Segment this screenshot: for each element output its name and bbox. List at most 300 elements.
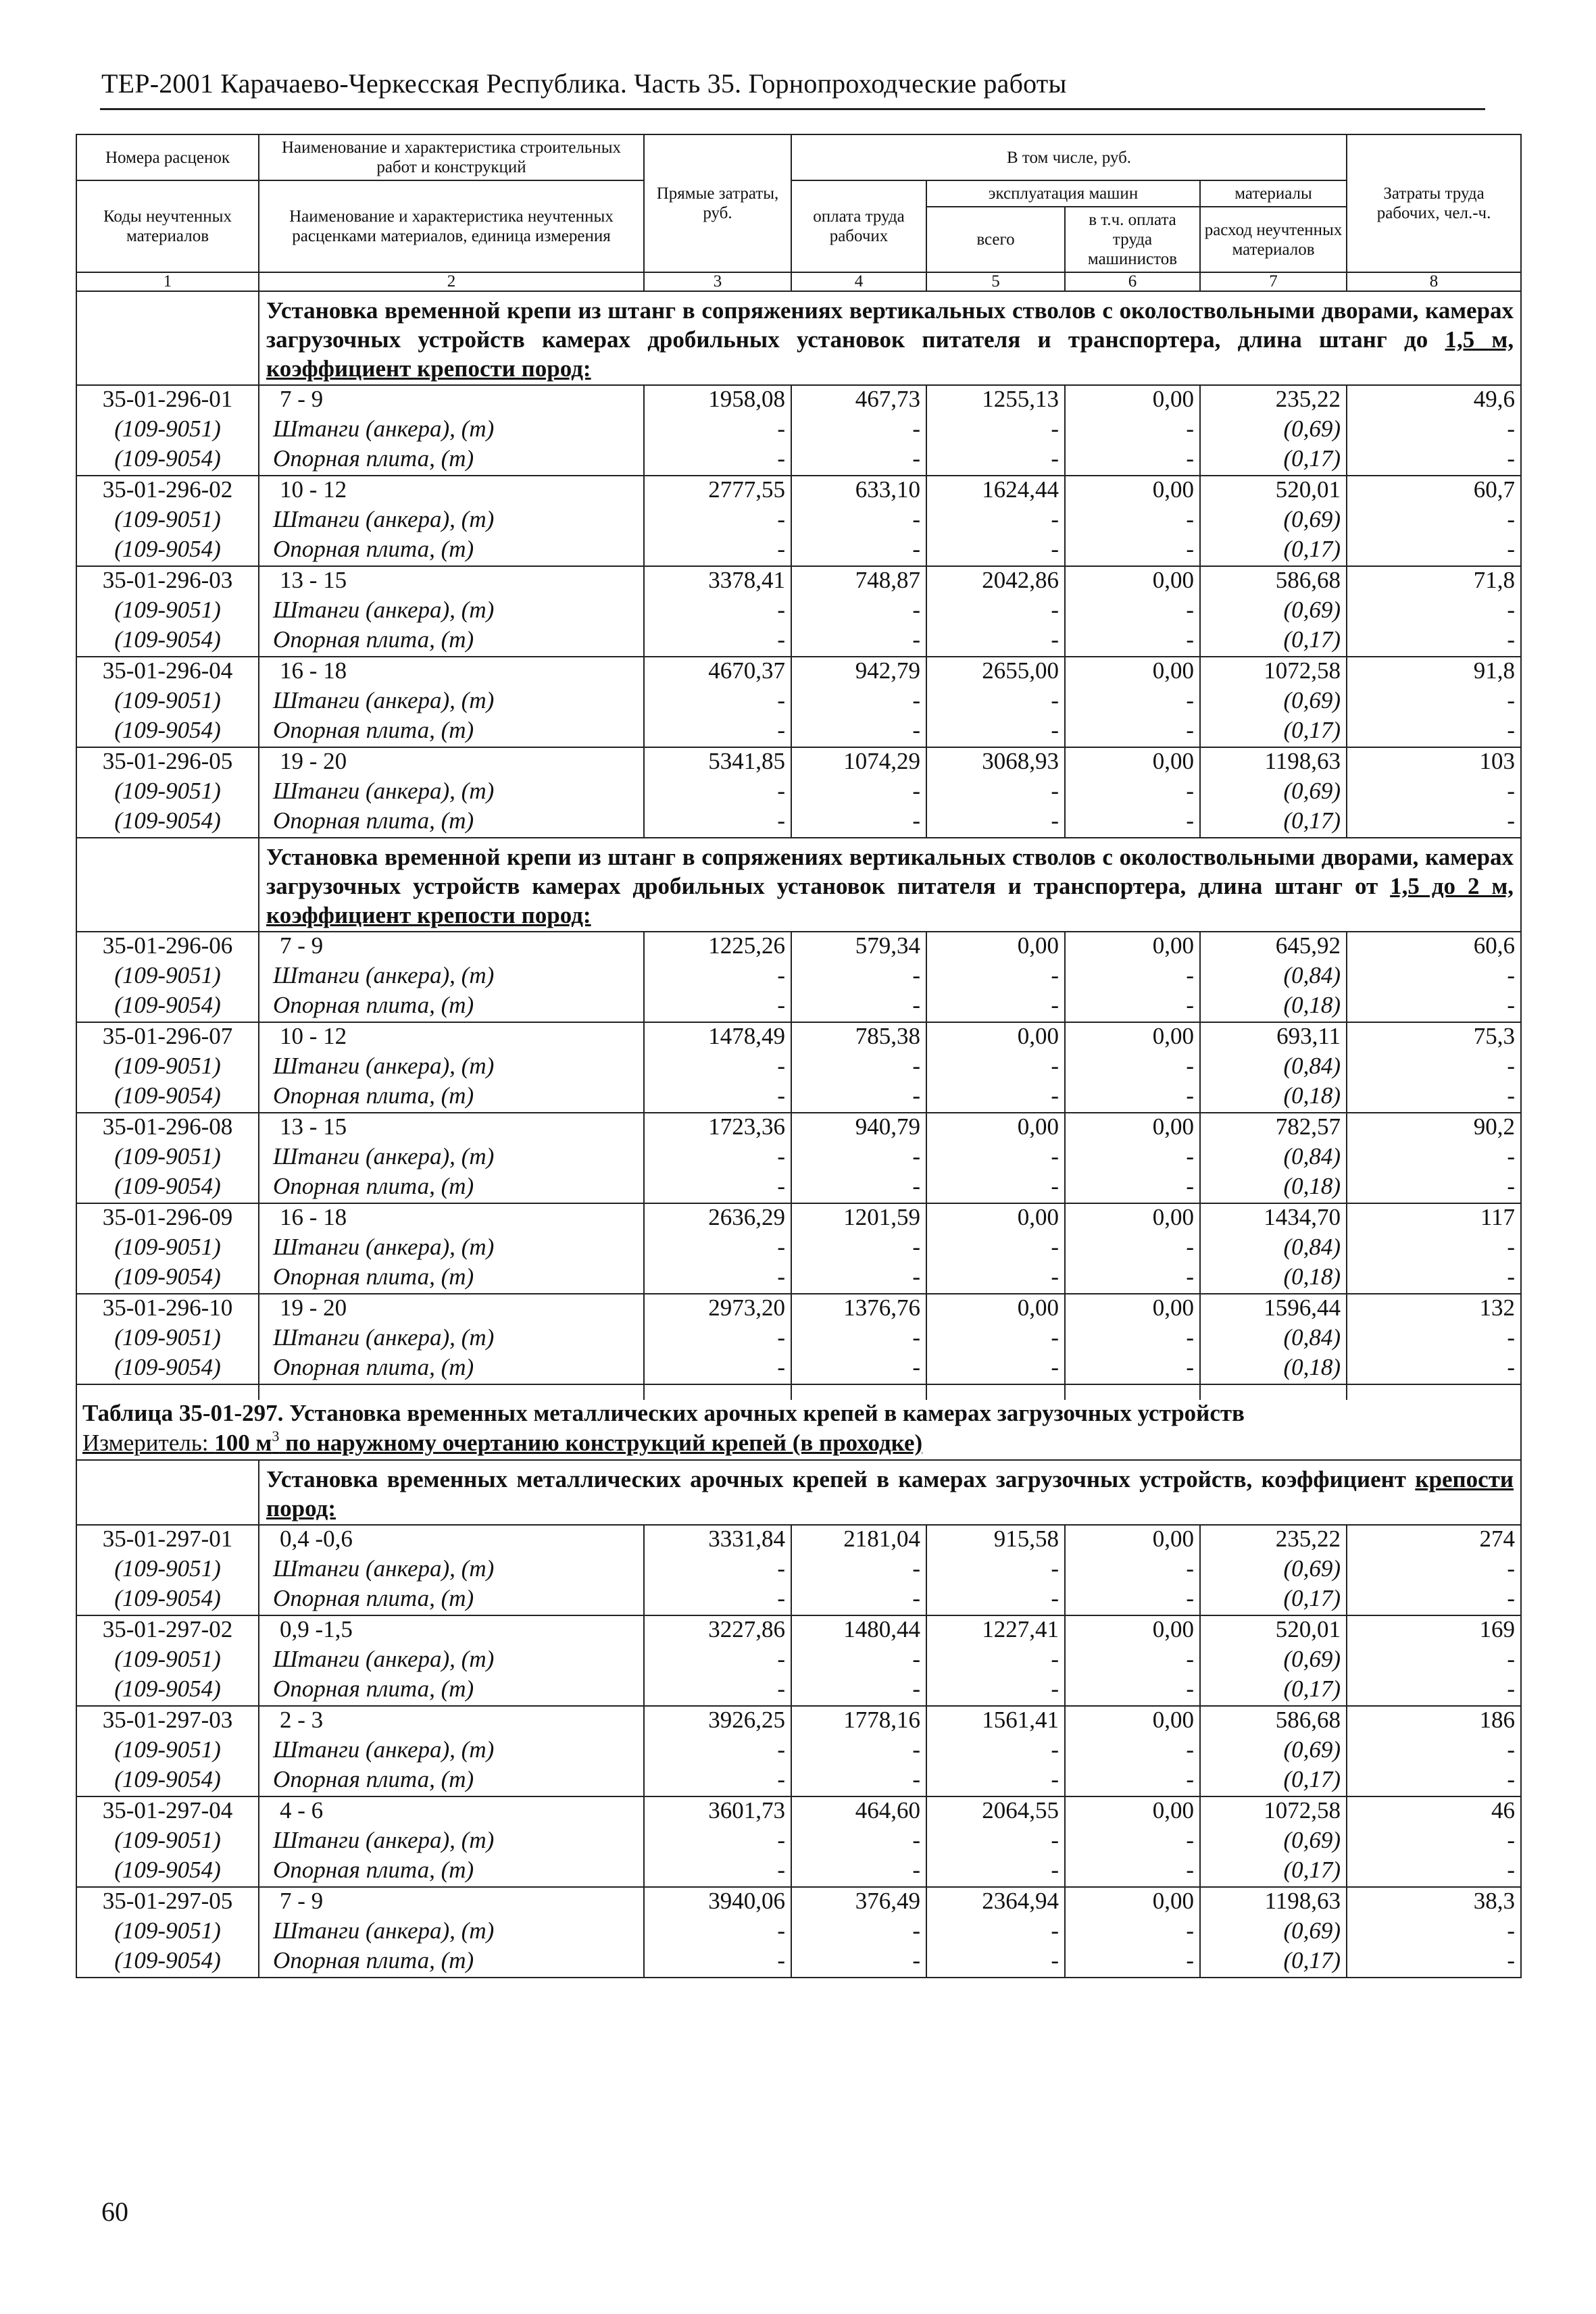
rate-code: 35-01-296-04 xyxy=(76,657,259,687)
materials-cost: 1596,44 xyxy=(1200,1294,1347,1324)
dash-cell: - xyxy=(1065,1676,1200,1706)
material-qty: (0,84) xyxy=(1200,1143,1347,1173)
section-heading-spacer xyxy=(76,1460,259,1525)
dash-cell: - xyxy=(1065,416,1200,445)
machinist-pay: 0,00 xyxy=(1065,932,1200,962)
labor-hours: 117 xyxy=(1347,1203,1521,1234)
labor-hours: 75,3 xyxy=(1347,1022,1521,1053)
machine-total: 0,00 xyxy=(926,1203,1065,1234)
section-heading-underlined: 1,5 до 2 м, коэффициент крепости пород: xyxy=(266,873,1514,928)
rate-name: 13 - 15 xyxy=(259,1113,644,1143)
materials-cost: 1072,58 xyxy=(1200,657,1347,687)
table2-title: Таблица 35-01-297. Установка временных металлических арочных крепей в камерах загрузочных устройств xyxy=(76,1400,1521,1430)
material-qty: (0,69) xyxy=(1200,1827,1347,1857)
dash-cell: - xyxy=(926,687,1065,717)
dash-cell: - xyxy=(791,1676,926,1706)
rate-name: 10 - 12 xyxy=(259,476,644,506)
section-heading-underlined: 1,5 м, коэффициент крепости пород: xyxy=(266,326,1514,382)
table-row xyxy=(76,1796,1521,1827)
labor-hours: 71,8 xyxy=(1347,566,1521,597)
dash-cell: - xyxy=(644,1857,791,1887)
material-row xyxy=(76,1143,1521,1173)
machinist-pay: 0,00 xyxy=(1065,1615,1200,1646)
dash-cell: - xyxy=(1347,445,1521,476)
material-name: Штанги (анкера), (т) xyxy=(259,1234,644,1263)
material-row xyxy=(76,992,1521,1022)
material-qty: (0,69) xyxy=(1200,1736,1347,1766)
direct-costs: 2973,20 xyxy=(644,1294,791,1324)
rate-name: 10 - 12 xyxy=(259,1022,644,1053)
labor-pay: 1201,59 xyxy=(791,1203,926,1234)
material-qty: (0,84) xyxy=(1200,1234,1347,1263)
machine-total: 2042,86 xyxy=(926,566,1065,597)
material-qty: (0,18) xyxy=(1200,1263,1347,1294)
dash-cell: - xyxy=(1065,597,1200,626)
material-qty: (0,18) xyxy=(1200,992,1347,1022)
dash-cell: - xyxy=(1347,778,1521,807)
material-row xyxy=(76,1263,1521,1294)
material-row xyxy=(76,536,1521,566)
column-number: 4 xyxy=(791,272,926,291)
material-name: Штанги (анкера), (т) xyxy=(259,1324,644,1354)
material-code: (109-9054) xyxy=(76,992,259,1022)
material-code: (109-9054) xyxy=(76,1857,259,1887)
dash-cell: - xyxy=(791,626,926,657)
machine-total: 1561,41 xyxy=(926,1706,1065,1736)
material-code: (109-9051) xyxy=(76,1646,259,1676)
dash-cell: - xyxy=(644,1917,791,1947)
dash-cell: - xyxy=(926,778,1065,807)
header-machinist-pay: в т.ч. оплата труда машинистов xyxy=(1065,207,1200,272)
dash-cell: - xyxy=(791,1143,926,1173)
rate-name: 16 - 18 xyxy=(259,1203,644,1234)
dash-cell: - xyxy=(1347,1555,1521,1585)
rate-name: 4 - 6 xyxy=(259,1796,644,1827)
material-name: Штанги (анкера), (т) xyxy=(259,1143,644,1173)
material-code: (109-9054) xyxy=(76,1766,259,1796)
dash-cell: - xyxy=(1065,1646,1200,1676)
material-code: (109-9054) xyxy=(76,807,259,838)
material-row xyxy=(76,1555,1521,1585)
dash-cell: - xyxy=(1347,1585,1521,1615)
dash-cell: - xyxy=(644,1053,791,1082)
labor-hours: 60,6 xyxy=(1347,932,1521,962)
dash-cell: - xyxy=(1347,626,1521,657)
material-row xyxy=(76,1354,1521,1384)
rate-code: 35-01-297-04 xyxy=(76,1796,259,1827)
direct-costs: 2777,55 xyxy=(644,476,791,506)
material-row xyxy=(76,1324,1521,1354)
dash-cell: - xyxy=(1347,1263,1521,1294)
material-row xyxy=(76,717,1521,747)
running-title: ТЕР-2001 Карачаево-Черкесская Республика. Часть 35. Горнопроходческие работы xyxy=(101,68,1067,99)
material-name: Штанги (анкера), (т) xyxy=(259,687,644,717)
labor-hours: 38,3 xyxy=(1347,1887,1521,1917)
dash-cell: - xyxy=(1347,1947,1521,1978)
dash-cell: - xyxy=(1347,1143,1521,1173)
material-name: Опорная плита, (т) xyxy=(259,1766,644,1796)
table-row xyxy=(76,385,1521,416)
table-row xyxy=(76,657,1521,687)
spacer-cell xyxy=(259,1384,644,1400)
machine-total: 2655,00 xyxy=(926,657,1065,687)
machine-total: 1624,44 xyxy=(926,476,1065,506)
dash-cell: - xyxy=(791,1646,926,1676)
dash-cell: - xyxy=(1065,1947,1200,1978)
material-code: (109-9051) xyxy=(76,597,259,626)
dash-cell: - xyxy=(1347,962,1521,992)
dash-cell: - xyxy=(644,626,791,657)
dash-cell: - xyxy=(644,778,791,807)
machinist-pay: 0,00 xyxy=(1065,1022,1200,1053)
material-name: Опорная плита, (т) xyxy=(259,1173,644,1203)
labor-pay: 579,34 xyxy=(791,932,926,962)
rate-code: 35-01-296-06 xyxy=(76,932,259,962)
dash-cell: - xyxy=(791,506,926,536)
material-name: Штанги (анкера), (т) xyxy=(259,597,644,626)
material-code: (109-9051) xyxy=(76,506,259,536)
materials-cost: 235,22 xyxy=(1200,385,1347,416)
machinist-pay: 0,00 xyxy=(1065,1113,1200,1143)
header-materials: материалы xyxy=(1200,180,1347,207)
material-row xyxy=(76,1857,1521,1887)
dash-cell: - xyxy=(926,1143,1065,1173)
dash-cell: - xyxy=(644,1736,791,1766)
header-labor-pay: оплата труда рабочих xyxy=(791,180,926,272)
materials-cost: 1072,58 xyxy=(1200,1796,1347,1827)
dash-cell: - xyxy=(791,1354,926,1384)
dash-cell: - xyxy=(791,1263,926,1294)
dash-cell: - xyxy=(791,1173,926,1203)
rate-name: 7 - 9 xyxy=(259,385,644,416)
table-row xyxy=(76,1294,1521,1324)
material-name: Опорная плита, (т) xyxy=(259,1354,644,1384)
machine-total: 2364,94 xyxy=(926,1887,1065,1917)
material-row xyxy=(76,1646,1521,1676)
dash-cell: - xyxy=(644,1676,791,1706)
dash-cell: - xyxy=(1347,1646,1521,1676)
spacer-cell xyxy=(76,1384,259,1400)
measure-label: Измеритель: xyxy=(82,1430,209,1456)
labor-hours: 46 xyxy=(1347,1796,1521,1827)
dash-cell: - xyxy=(1347,1736,1521,1766)
rate-name: 13 - 15 xyxy=(259,566,644,597)
dash-cell: - xyxy=(926,597,1065,626)
dash-cell: - xyxy=(644,717,791,747)
material-qty: (0,17) xyxy=(1200,807,1347,838)
material-code: (109-9051) xyxy=(76,1736,259,1766)
table-row xyxy=(76,747,1521,778)
rate-code: 35-01-296-01 xyxy=(76,385,259,416)
dash-cell: - xyxy=(791,778,926,807)
title-rule xyxy=(100,108,1485,110)
material-code: (109-9054) xyxy=(76,717,259,747)
dash-cell: - xyxy=(791,1857,926,1887)
dash-cell: - xyxy=(644,1324,791,1354)
direct-costs: 5341,85 xyxy=(644,747,791,778)
table-row xyxy=(76,566,1521,597)
material-qty: (0,17) xyxy=(1200,1857,1347,1887)
machine-total: 0,00 xyxy=(926,1022,1065,1053)
dash-cell: - xyxy=(791,1324,926,1354)
material-row xyxy=(76,1676,1521,1706)
dash-cell: - xyxy=(644,1827,791,1857)
table-row xyxy=(76,1706,1521,1736)
rate-code: 35-01-296-07 xyxy=(76,1022,259,1053)
materials-cost: 235,22 xyxy=(1200,1525,1347,1555)
labor-pay: 2181,04 xyxy=(791,1525,926,1555)
direct-costs: 1478,49 xyxy=(644,1022,791,1053)
material-qty: (0,69) xyxy=(1200,506,1347,536)
machinist-pay: 0,00 xyxy=(1065,1203,1200,1234)
rate-code: 35-01-296-02 xyxy=(76,476,259,506)
material-name: Штанги (анкера), (т) xyxy=(259,1646,644,1676)
dash-cell: - xyxy=(926,1234,1065,1263)
material-name: Штанги (анкера), (т) xyxy=(259,1555,644,1585)
machine-total: 0,00 xyxy=(926,932,1065,962)
section-heading xyxy=(259,1460,1521,1525)
dash-cell: - xyxy=(1065,778,1200,807)
dash-cell: - xyxy=(791,536,926,566)
table-row xyxy=(76,476,1521,506)
labor-pay: 1074,29 xyxy=(791,747,926,778)
column-number: 7 xyxy=(1200,272,1347,291)
labor-hours: 103 xyxy=(1347,747,1521,778)
material-name: Штанги (анкера), (т) xyxy=(259,1053,644,1082)
material-qty: (0,17) xyxy=(1200,536,1347,566)
dash-cell: - xyxy=(644,1354,791,1384)
dash-cell: - xyxy=(1065,717,1200,747)
direct-costs: 3378,41 xyxy=(644,566,791,597)
header-material-codes: Коды неучтенных материалов xyxy=(76,180,259,272)
dash-cell: - xyxy=(1347,1354,1521,1384)
material-name: Опорная плита, (т) xyxy=(259,1676,644,1706)
dash-cell: - xyxy=(791,1082,926,1113)
dash-cell: - xyxy=(791,962,926,992)
measure-value: 100 м xyxy=(214,1430,272,1456)
dash-cell: - xyxy=(644,1263,791,1294)
material-qty: (0,69) xyxy=(1200,1555,1347,1585)
material-row xyxy=(76,1827,1521,1857)
material-code: (109-9051) xyxy=(76,416,259,445)
spacer-cell xyxy=(791,1384,926,1400)
dash-cell: - xyxy=(1347,506,1521,536)
dash-cell: - xyxy=(644,1646,791,1676)
material-row xyxy=(76,1234,1521,1263)
material-qty: (0,18) xyxy=(1200,1354,1347,1384)
header-unaccounted-materials: расход неучтенных материалов xyxy=(1200,207,1347,272)
dash-cell: - xyxy=(791,807,926,838)
rate-code: 35-01-296-10 xyxy=(76,1294,259,1324)
dash-cell: - xyxy=(926,1324,1065,1354)
dash-cell: - xyxy=(791,992,926,1022)
measure-rest: по наружному очертанию конструкций крепей (в проходке) xyxy=(285,1430,923,1456)
column-number: 1 xyxy=(76,272,259,291)
material-row xyxy=(76,1585,1521,1615)
dash-cell: - xyxy=(1347,1676,1521,1706)
material-row xyxy=(76,1173,1521,1203)
dash-cell: - xyxy=(1347,687,1521,717)
material-qty: (0,18) xyxy=(1200,1082,1347,1113)
header-labor-costs: Затраты труда рабочих, чел.-ч. xyxy=(1347,134,1521,272)
dash-cell: - xyxy=(1065,1263,1200,1294)
material-code: (109-9054) xyxy=(76,1173,259,1203)
material-code: (109-9054) xyxy=(76,1947,259,1978)
dash-cell: - xyxy=(791,1947,926,1978)
rates-table xyxy=(76,134,1522,1978)
direct-costs: 1958,08 xyxy=(644,385,791,416)
dash-cell: - xyxy=(1347,597,1521,626)
dash-cell: - xyxy=(1347,1827,1521,1857)
measure-row xyxy=(76,1430,1521,1460)
table-header xyxy=(76,134,1521,291)
dash-cell: - xyxy=(644,1585,791,1615)
materials-cost: 1198,63 xyxy=(1200,1887,1347,1917)
dash-cell: - xyxy=(1065,1143,1200,1173)
dash-cell: - xyxy=(1065,1766,1200,1796)
dash-cell: - xyxy=(791,1917,926,1947)
dash-cell: - xyxy=(926,1173,1065,1203)
materials-cost: 782,57 xyxy=(1200,1113,1347,1143)
materials-cost: 520,01 xyxy=(1200,476,1347,506)
machine-total: 915,58 xyxy=(926,1525,1065,1555)
material-code: (109-9054) xyxy=(76,1585,259,1615)
material-qty: (0,18) xyxy=(1200,1173,1347,1203)
material-name: Опорная плита, (т) xyxy=(259,445,644,476)
labor-pay: 1778,16 xyxy=(791,1706,926,1736)
rate-name: 0,4 -0,6 xyxy=(259,1525,644,1555)
material-qty: (0,69) xyxy=(1200,416,1347,445)
rate-name: 7 - 9 xyxy=(259,932,644,962)
material-code: (109-9051) xyxy=(76,1053,259,1082)
direct-costs: 1723,36 xyxy=(644,1113,791,1143)
dash-cell: - xyxy=(1065,1585,1200,1615)
materials-cost: 693,11 xyxy=(1200,1022,1347,1053)
material-qty: (0,69) xyxy=(1200,778,1347,807)
column-number: 3 xyxy=(644,272,791,291)
material-qty: (0,84) xyxy=(1200,1324,1347,1354)
material-row xyxy=(76,626,1521,657)
machinist-pay: 0,00 xyxy=(1065,1294,1200,1324)
table-row xyxy=(76,1887,1521,1917)
dash-cell: - xyxy=(1347,1766,1521,1796)
section-heading xyxy=(259,838,1521,932)
spacer-cell xyxy=(644,1384,791,1400)
dash-cell: - xyxy=(791,416,926,445)
direct-costs: 3227,86 xyxy=(644,1615,791,1646)
material-row xyxy=(76,597,1521,626)
column-number: 8 xyxy=(1347,272,1521,291)
dash-cell: - xyxy=(926,992,1065,1022)
labor-pay: 748,87 xyxy=(791,566,926,597)
material-row xyxy=(76,1766,1521,1796)
material-name: Штанги (анкера), (т) xyxy=(259,1736,644,1766)
labor-pay: 376,49 xyxy=(791,1887,926,1917)
dash-cell: - xyxy=(1065,1324,1200,1354)
dash-cell: - xyxy=(1347,1857,1521,1887)
materials-cost: 586,68 xyxy=(1200,566,1347,597)
direct-costs: 1225,26 xyxy=(644,932,791,962)
machine-total: 3068,93 xyxy=(926,747,1065,778)
header-machine-operation: эксплуатация машин xyxy=(926,180,1200,207)
material-row xyxy=(76,416,1521,445)
dash-cell: - xyxy=(1065,1917,1200,1947)
material-row xyxy=(76,1082,1521,1113)
dash-cell: - xyxy=(926,1947,1065,1978)
material-name: Опорная плита, (т) xyxy=(259,717,644,747)
dash-cell: - xyxy=(1065,1857,1200,1887)
dash-cell: - xyxy=(1347,992,1521,1022)
labor-pay: 785,38 xyxy=(791,1022,926,1053)
material-qty: (0,69) xyxy=(1200,687,1347,717)
material-name: Опорная плита, (т) xyxy=(259,992,644,1022)
section-heading-row xyxy=(76,838,1521,932)
dash-cell: - xyxy=(791,1766,926,1796)
dash-cell: - xyxy=(926,1827,1065,1857)
dash-cell: - xyxy=(926,1555,1065,1585)
dash-cell: - xyxy=(926,1766,1065,1796)
dash-cell: - xyxy=(1347,1082,1521,1113)
material-row xyxy=(76,506,1521,536)
machine-total: 1227,41 xyxy=(926,1615,1065,1646)
spacer-cell xyxy=(1200,1384,1347,1400)
material-name: Штанги (анкера), (т) xyxy=(259,1827,644,1857)
dash-cell: - xyxy=(1065,992,1200,1022)
section-heading-text: Установка временных металлических арочных крепей в камерах загрузочных устройств, коэффициент xyxy=(266,1466,1406,1492)
material-qty: (0,69) xyxy=(1200,1646,1347,1676)
materials-cost: 520,01 xyxy=(1200,1615,1347,1646)
rate-code: 35-01-296-08 xyxy=(76,1113,259,1143)
dash-cell: - xyxy=(1347,807,1521,838)
dash-cell: - xyxy=(926,416,1065,445)
machine-total: 1255,13 xyxy=(926,385,1065,416)
dash-cell: - xyxy=(791,597,926,626)
material-code: (109-9054) xyxy=(76,536,259,566)
dash-cell: - xyxy=(791,1234,926,1263)
materials-cost: 586,68 xyxy=(1200,1706,1347,1736)
rate-name: 0,9 -1,5 xyxy=(259,1615,644,1646)
material-row xyxy=(76,1917,1521,1947)
materials-cost: 1198,63 xyxy=(1200,747,1347,778)
material-name: Штанги (анкера), (т) xyxy=(259,778,644,807)
labor-hours: 60,7 xyxy=(1347,476,1521,506)
dash-cell: - xyxy=(1065,962,1200,992)
material-qty: (0,17) xyxy=(1200,717,1347,747)
section-heading-spacer xyxy=(76,838,259,932)
header-material-name: Наименование и характеристика неучтенных расценками материалов, единица измерения xyxy=(259,180,644,272)
materials-cost: 1434,70 xyxy=(1200,1203,1347,1234)
machinist-pay: 0,00 xyxy=(1065,1796,1200,1827)
dash-cell: - xyxy=(926,1585,1065,1615)
dash-cell: - xyxy=(926,1053,1065,1082)
dash-cell: - xyxy=(791,1053,926,1082)
labor-hours: 49,6 xyxy=(1347,385,1521,416)
dash-cell: - xyxy=(644,1143,791,1173)
table2-title-row xyxy=(76,1400,1521,1430)
dash-cell: - xyxy=(644,1947,791,1978)
dash-cell: - xyxy=(1347,1053,1521,1082)
dash-cell: - xyxy=(926,1354,1065,1384)
dash-cell: - xyxy=(1065,1736,1200,1766)
dash-cell: - xyxy=(926,717,1065,747)
rate-name: 7 - 9 xyxy=(259,1887,644,1917)
table-row xyxy=(76,1525,1521,1555)
material-name: Опорная плита, (т) xyxy=(259,1947,644,1978)
dash-cell: - xyxy=(644,992,791,1022)
material-qty: (0,69) xyxy=(1200,1917,1347,1947)
dash-cell: - xyxy=(791,717,926,747)
dash-cell: - xyxy=(1065,1354,1200,1384)
